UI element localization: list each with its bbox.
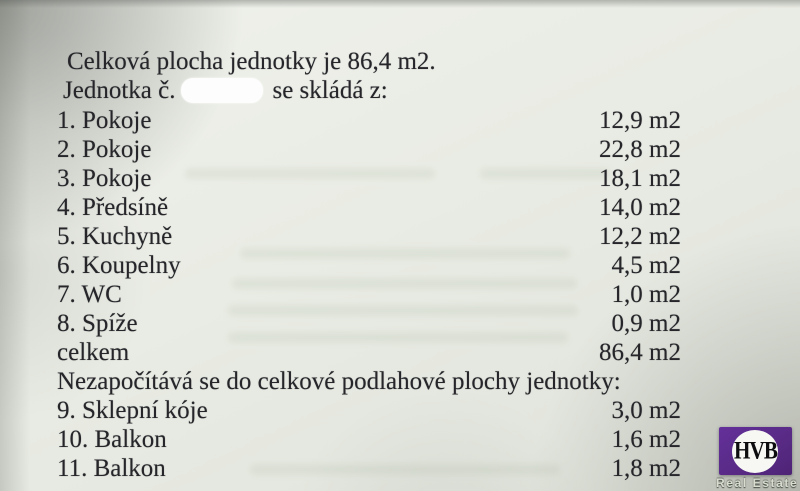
table-row-total [57, 338, 681, 367]
unit-line-suffix: se skládá z: [272, 77, 388, 104]
room-label: 2. Pokoje [57, 136, 152, 163]
room-area: 4,5 m2 [611, 252, 681, 279]
room-area: 12,2 m2 [599, 223, 681, 250]
table-row [57, 193, 681, 222]
hvb-monogram: HVB [733, 437, 777, 465]
hvb-logo [716, 427, 799, 490]
room-area: 1,0 m2 [611, 281, 681, 308]
table-row [57, 396, 681, 425]
room-label: 4. Předsíně [57, 194, 169, 221]
table-row [57, 135, 681, 164]
total-area-line: Celková plocha jednotky je 86,4 m2. [67, 48, 436, 75]
room-area: 22,8 m2 [599, 136, 681, 163]
room-label: 1. Pokoje [57, 107, 152, 134]
room-area: 0,9 m2 [611, 310, 681, 337]
table-row [57, 309, 681, 338]
table-row [57, 454, 681, 483]
excluded-areas-heading [57, 367, 681, 396]
room-label: 9. Sklepní kóje [57, 397, 208, 424]
total-area: 86,4 m2 [599, 339, 681, 366]
table-row [57, 106, 681, 135]
room-area: 1,6 m2 [611, 426, 681, 453]
hvb-logo-caption: Real Estate [716, 476, 799, 490]
room-area-table [57, 106, 681, 483]
table-row [57, 251, 681, 280]
room-label: 6. Koupelny [57, 252, 181, 279]
room-label: 10. Balkon [57, 426, 167, 453]
table-row [57, 222, 681, 251]
unit-number-line [63, 76, 388, 105]
room-area: 14,0 m2 [599, 194, 681, 221]
room-area: 18,1 m2 [599, 165, 681, 192]
table-row [57, 280, 681, 309]
hvb-logo-square [719, 427, 792, 475]
unit-line-prefix: Jednotka č. [63, 77, 176, 104]
room-label: 3. Pokoje [57, 165, 152, 192]
table-row [57, 425, 681, 454]
room-area: 1,8 m2 [611, 455, 681, 482]
room-label: 11. Balkon [57, 455, 166, 482]
redacted-unit-number [181, 78, 263, 103]
room-label: 5. Kuchyně [57, 223, 173, 250]
hvb-logo-circle [732, 430, 778, 473]
room-label: 7. WC [57, 281, 122, 308]
table-row [57, 164, 681, 193]
excluded-heading-text: Nezapočítává se do celkové podlahové plochy jednotky: [57, 368, 621, 395]
room-label: 8. Spíže [57, 310, 138, 337]
room-area: 12,9 m2 [599, 107, 681, 134]
total-label: celkem [57, 339, 130, 366]
room-area: 3,0 m2 [611, 397, 681, 424]
